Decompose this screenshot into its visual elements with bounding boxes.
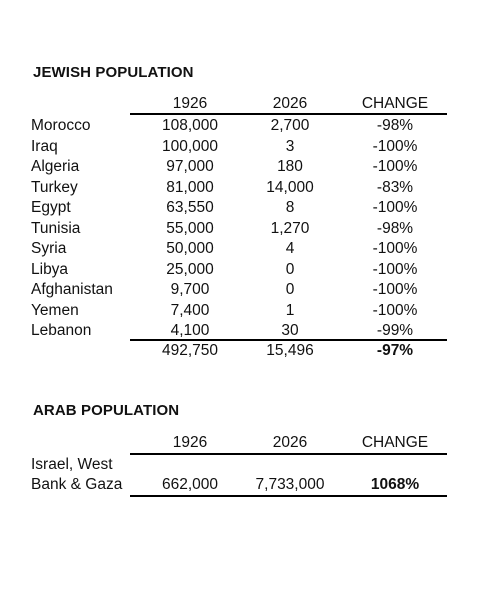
value-2026: 7,733,000 <box>255 476 325 493</box>
total-1926: 492,750 <box>161 342 219 359</box>
value-change: -99% <box>376 322 414 339</box>
table-row <box>0 157 477 177</box>
value-2026: 30 <box>281 322 299 339</box>
table-row <box>0 260 477 280</box>
table-row <box>0 239 477 259</box>
header-underline <box>130 113 447 115</box>
country-name: Algeria <box>31 158 80 175</box>
country-name: Libya <box>31 260 69 278</box>
value-1926: 9,700 <box>170 281 210 298</box>
value-2026: 1,270 <box>270 219 310 237</box>
value-2026: 0 <box>285 281 295 298</box>
value-1926: 81,000 <box>166 178 214 196</box>
value-2026: 0 <box>285 260 295 278</box>
country-name: Syria <box>31 240 67 257</box>
row-underline <box>130 495 447 497</box>
table-row <box>0 137 477 157</box>
value-1926: 7,400 <box>170 301 210 319</box>
header-change: CHANGE <box>361 434 429 451</box>
country-name: Iraq <box>31 137 58 155</box>
total-row <box>0 341 477 361</box>
country-name: Tunisia <box>31 219 81 237</box>
header-1926: 1926 <box>172 434 208 451</box>
header-2026: 2026 <box>272 434 308 451</box>
table-row <box>0 301 477 321</box>
country-name: Morocco <box>31 117 91 134</box>
value-2026: 14,000 <box>266 178 314 196</box>
value-1926: 97,000 <box>166 158 214 175</box>
table-row <box>0 116 477 136</box>
table-row <box>0 280 477 300</box>
value-change: -100% <box>372 281 418 298</box>
region-label-line2: Bank & Gaza <box>31 476 123 493</box>
value-1926: 662,000 <box>161 476 219 493</box>
total-2026: 15,496 <box>266 342 314 359</box>
table-row <box>0 178 477 198</box>
value-change: -100% <box>372 158 418 175</box>
region-label-line1: Israel, West <box>31 456 113 473</box>
region-label-row <box>0 455 477 475</box>
table-row <box>0 219 477 239</box>
total-change: -97% <box>376 342 414 359</box>
value-change: -83% <box>376 178 414 196</box>
value-change: -98% <box>376 219 414 237</box>
country-name: Afghanistan <box>31 281 113 298</box>
table-header-row <box>0 94 477 114</box>
table-row <box>0 321 477 341</box>
header-2026: 2026 <box>272 95 308 112</box>
value-change: -100% <box>372 260 418 278</box>
country-name: Turkey <box>31 178 78 196</box>
value-2026: 4 <box>285 240 295 257</box>
value-change: -100% <box>372 137 418 155</box>
value-change: 1068% <box>370 476 420 493</box>
table-row <box>0 475 477 495</box>
value-2026: 180 <box>277 158 303 175</box>
value-1926: 55,000 <box>166 219 214 237</box>
value-change: -98% <box>376 117 414 134</box>
value-1926: 25,000 <box>166 260 214 278</box>
value-1926: 100,000 <box>161 137 219 155</box>
country-name: Egypt <box>31 199 71 216</box>
header-1926: 1926 <box>172 95 208 112</box>
table-row <box>0 198 477 218</box>
table-header-row <box>0 433 477 453</box>
jewish-population-title: JEWISH POPULATION <box>33 64 194 81</box>
arab-population-title: ARAB POPULATION <box>33 402 180 419</box>
value-1926: 63,550 <box>166 199 214 216</box>
value-change: -100% <box>372 199 418 216</box>
value-2026: 1 <box>285 301 295 319</box>
value-2026: 8 <box>285 199 295 216</box>
header-change: CHANGE <box>361 95 429 112</box>
value-1926: 108,000 <box>161 117 219 134</box>
value-1926: 4,100 <box>170 322 210 339</box>
value-2026: 2,700 <box>270 117 310 134</box>
value-1926: 50,000 <box>166 240 214 257</box>
value-change: -100% <box>372 240 418 257</box>
country-name: Yemen <box>31 301 79 319</box>
value-change: -100% <box>372 301 418 319</box>
country-name: Lebanon <box>31 322 92 339</box>
value-2026: 3 <box>285 137 295 155</box>
